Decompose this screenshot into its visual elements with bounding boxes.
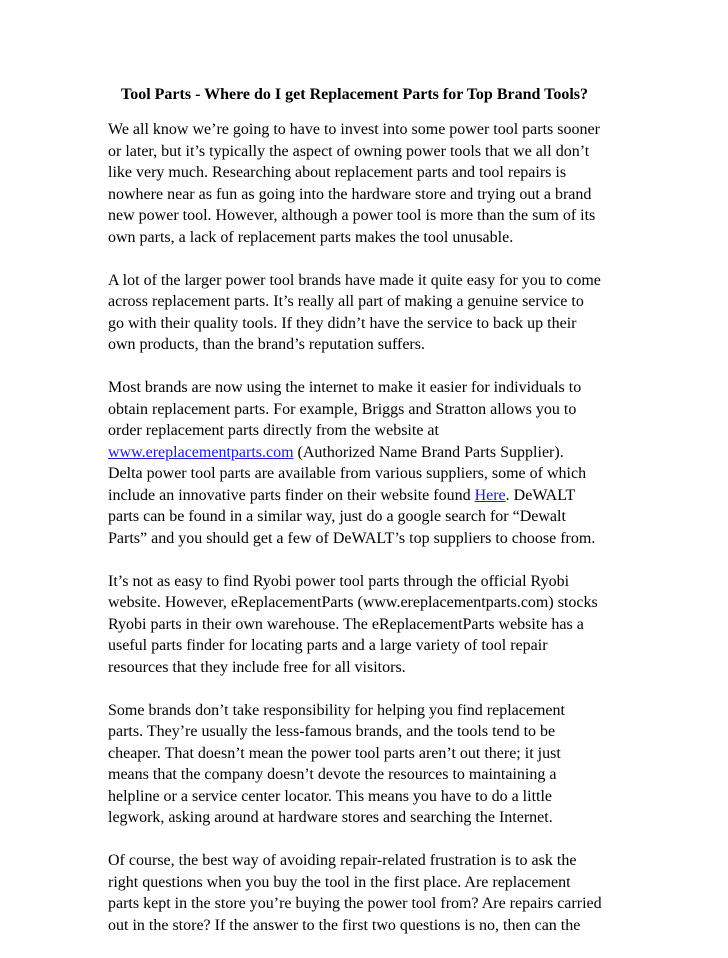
paragraph-line: resources that they include free for all visitors.	[108, 658, 406, 676]
paragraph-line: website. However, eReplacementParts (www.ereplacementparts.com) stocks	[108, 594, 598, 611]
paragraph-line: cheaper. That doesn’t mean the power tool parts aren’t out there; it just	[108, 744, 561, 762]
link-prefix-text: include an innovative parts finder on their website found	[108, 486, 475, 504]
link-suffix-text: (Authorized Name Brand Parts Supplier).	[293, 443, 564, 461]
document-title: Tool Parts - Where do I get Replacement Parts for Top Brand Tools?	[121, 86, 588, 103]
paragraph-line: order replacement parts directly from the website at	[108, 422, 439, 439]
paragraph-6	[108, 850, 628, 936]
paragraph-line: parts. They’re usually the less-famous brands, and the tools tend to be	[108, 723, 556, 740]
paragraph-line: means that the company doesn’t devote the resources to maintaining a	[108, 766, 557, 783]
paragraph-line: Ryobi parts in their own warehouse. The eReplacementParts website has a	[108, 615, 584, 633]
paragraph-line: useful parts finder for locating parts and a large variety of tool repair	[108, 637, 548, 654]
paragraph-3	[108, 377, 628, 549]
paragraph-line: out in the store? If the answer to the first two questions is no, then can the	[108, 916, 581, 934]
paragraph-2	[108, 270, 628, 356]
paragraph-line: parts can be found in a similar way, just do a google search for “Dewalt	[108, 508, 566, 525]
paragraph-line: across replacement parts. It’s really all part of making a genuine service to	[108, 293, 584, 310]
paragraph-line: legwork, asking around at hardware stores and searching the Internet.	[108, 809, 553, 826]
paragraph-line: parts kept in the store you’re buying the power tool from? Are repairs carried	[108, 895, 602, 912]
paragraph-line: Parts” and you should get a few of DeWALT’s top suppliers to choose from.	[108, 529, 596, 547]
paragraph-line: Of course, the best way of avoiding repair-related frustration is to ask the	[108, 852, 577, 869]
paragraph-line: or later, but it’s typically the aspect of owning power tools that we all don’t	[108, 142, 590, 160]
paragraph-line: new power tool. However, although a power tool is more than the sum of its	[108, 207, 596, 224]
here-link[interactable]: Here	[474, 486, 506, 504]
paragraph-5	[108, 700, 628, 829]
paragraph-line: Some brands don’t take responsibility for helping you find replacement	[108, 701, 565, 719]
document-body	[108, 84, 628, 958]
paragraph-4	[108, 571, 628, 679]
paragraph-line: A lot of the larger power tool brands have made it quite easy for you to come	[108, 271, 601, 289]
paragraph-line	[108, 442, 628, 464]
ereplacementparts-link[interactable]: www.ereplacementparts.com	[108, 443, 294, 461]
paragraph-line: We all know we’re going to have to invest into some power tool parts sooner	[108, 121, 600, 138]
paragraph-line: Delta power tool parts are available from various suppliers, some of which	[108, 465, 587, 482]
paragraph-line: go with their quality tools. If they didn’t have the service to back up their	[108, 314, 577, 332]
paragraph-line: nowhere near as fun as going into the hardware store and trying out a brand	[108, 185, 592, 203]
paragraph-line: own parts, a lack of replacement parts makes the tool unusable.	[108, 228, 514, 246]
paragraph-line	[108, 485, 628, 507]
paragraph-1	[108, 119, 628, 248]
paragraph-line: helpline or a service center locator. This means you have to do a little	[108, 787, 552, 805]
paragraph-line: own products, than the brand’s reputation suffers.	[108, 336, 425, 353]
paragraph-line: right questions when you buy the tool in the first place. Are replacement	[108, 873, 571, 891]
paragraph-line: Most brands are now using the internet to make it easier for individuals to	[108, 379, 582, 396]
paragraph-line: obtain replacement parts. For example, Briggs and Stratton allows you to	[108, 400, 577, 418]
paragraph-line: It’s not as easy to find Ryobi power tool parts through the official Ryobi	[108, 572, 570, 590]
link-suffix-text: . DeWALT	[505, 486, 576, 504]
paragraph-line: like very much. Researching about replacement parts and tool repairs is	[108, 164, 567, 181]
